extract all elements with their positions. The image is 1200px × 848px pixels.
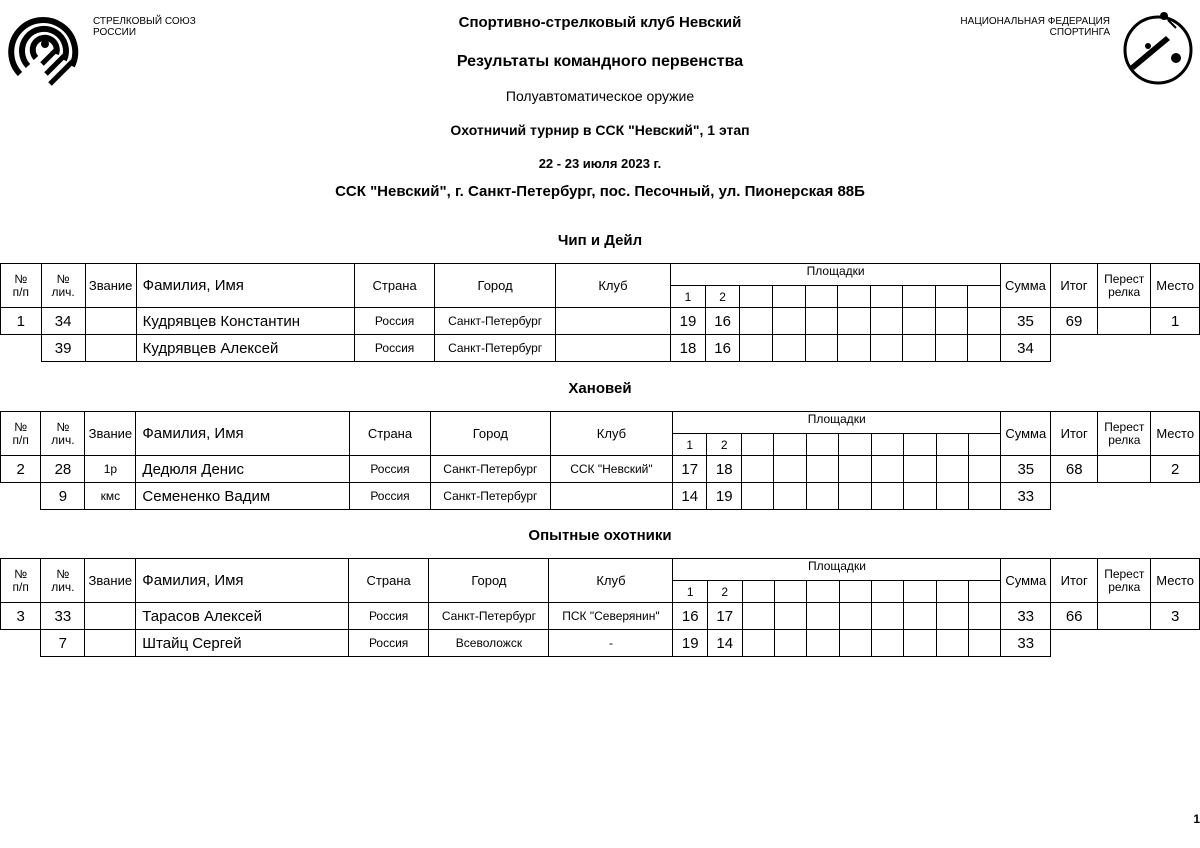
empty-cell [1, 335, 42, 362]
platform-empty-score [805, 308, 838, 335]
header-platform-empty [839, 581, 871, 603]
empty-cell [1051, 483, 1098, 510]
empty-cell [1, 630, 41, 657]
header-line: п/п [12, 579, 29, 594]
platform-empty-score [904, 603, 936, 630]
header-line: № [56, 419, 70, 434]
header-platforms: Площадки [672, 412, 1000, 434]
header-line: Перест [1104, 566, 1145, 581]
platform-2-score: 18 [707, 456, 742, 483]
team-results-table [0, 263, 1200, 362]
header-line: п/п [12, 432, 29, 447]
table-row [1, 483, 1200, 510]
header-platform-2: 2 [707, 434, 742, 456]
header-platform-empty [935, 286, 968, 308]
platform-empty-score [742, 630, 774, 657]
empty-cell [1098, 630, 1151, 657]
header-country: Страна [350, 412, 431, 456]
platform-2-score: 16 [705, 335, 740, 362]
header-club: Клуб [555, 264, 670, 308]
header-platform-1: 1 [673, 581, 708, 603]
club-name: Спортивно-стрелковый клуб Невский [458, 14, 742, 31]
header-country: Страна [354, 264, 435, 308]
team-number: 1 [1, 308, 42, 335]
platform-empty-score [839, 483, 871, 510]
rank: кмс [85, 483, 136, 510]
empty-cell [1050, 335, 1097, 362]
header-platform-empty [968, 286, 1001, 308]
header-place: Место [1151, 412, 1200, 456]
header-total: Итог [1051, 559, 1098, 603]
club [550, 483, 672, 510]
platform-1-score: 16 [673, 603, 708, 630]
platform-1-score: 14 [672, 483, 707, 510]
header-platform-empty [936, 581, 968, 603]
platform-empty-score [871, 456, 903, 483]
club: ССК "Невский" [550, 456, 672, 483]
club [555, 308, 670, 335]
header-total: Итог [1050, 264, 1097, 308]
platform-empty-score [871, 630, 903, 657]
header-num [1, 559, 41, 603]
license-number: 7 [41, 630, 85, 657]
header-platform-empty [871, 434, 903, 456]
org-right-name: НАЦИОНАЛЬНАЯ ФЕДЕРАЦИЯ СПОРТИНГА [960, 16, 1110, 38]
header-line: Перест [1104, 419, 1145, 434]
team-results-table [0, 558, 1200, 657]
table-row [1, 335, 1200, 362]
platform-empty-score [805, 335, 838, 362]
header-country: Страна [348, 559, 428, 603]
license-number: 39 [41, 335, 85, 362]
header-shootoff [1098, 412, 1151, 456]
club [555, 335, 670, 362]
team-total: 66 [1051, 603, 1098, 630]
sum: 35 [1001, 308, 1051, 335]
license-number: 34 [41, 308, 85, 335]
platform-empty-score [871, 603, 903, 630]
platform-1-score: 17 [672, 456, 707, 483]
header-line: релка [1108, 432, 1141, 447]
platform-empty-score [774, 456, 806, 483]
platform-empty-score [742, 456, 774, 483]
header-platform-empty [903, 286, 936, 308]
header-license [41, 412, 85, 456]
platform-empty-score [742, 603, 774, 630]
athlete-name: Штайц Сергей [136, 630, 349, 657]
header-line: п/п [12, 284, 29, 299]
platform-empty-score [838, 335, 871, 362]
page-number: 1 [1193, 812, 1200, 826]
tournament-dates: 22 - 23 июля 2023 г. [538, 156, 662, 171]
header-rank: Звание [85, 412, 136, 456]
weapon-type: Полуавтоматическое оружие [505, 88, 695, 104]
platform-empty-score [871, 483, 903, 510]
city: Всеволожск [429, 630, 549, 657]
platform-2-score: 19 [707, 483, 742, 510]
header-platform-1: 1 [672, 434, 707, 456]
team-place: 2 [1151, 456, 1200, 483]
header-num [1, 264, 42, 308]
header-sum: Сумма [1001, 264, 1051, 308]
country: Россия [354, 308, 435, 335]
platform-empty-score [807, 630, 839, 657]
athlete-name: Тарасов Алексей [136, 603, 349, 630]
empty-cell [1151, 483, 1200, 510]
country: Россия [348, 630, 428, 657]
header-place: Место [1151, 264, 1200, 308]
header-platform-empty [904, 434, 936, 456]
city: Санкт-Петербург [430, 483, 550, 510]
club: ПСК "Северянин" [549, 603, 673, 630]
platform-2-score: 17 [707, 603, 742, 630]
table-row [1, 456, 1200, 483]
platform-empty-score [968, 308, 1001, 335]
sum: 33 [1001, 630, 1051, 657]
page-title: Результаты командного первенства [456, 53, 744, 70]
header-city: Город [435, 264, 555, 308]
country: Россия [354, 335, 435, 362]
city: Санкт-Петербург [435, 308, 555, 335]
header-platforms: Площадки [671, 264, 1001, 286]
header-platform-2: 2 [705, 286, 740, 308]
header-total: Итог [1051, 412, 1098, 456]
header-platform-empty [805, 286, 838, 308]
header-platform-empty [742, 434, 774, 456]
table-row [1, 630, 1200, 657]
platform-empty-score [838, 308, 871, 335]
sum: 33 [1001, 483, 1051, 510]
sum: 35 [1001, 456, 1051, 483]
header-shootoff [1098, 264, 1151, 308]
shootoff [1098, 456, 1151, 483]
platform-empty-score [969, 630, 1001, 657]
city: Санкт-Петербург [430, 456, 550, 483]
header-platform-1: 1 [671, 286, 706, 308]
platform-empty-score [774, 483, 806, 510]
club: - [549, 630, 673, 657]
empty-cell [1151, 630, 1200, 657]
empty-cell [1, 483, 41, 510]
shootoff [1098, 308, 1151, 335]
table-row [1, 603, 1200, 630]
header-name: Фамилия, Имя [136, 264, 354, 308]
platform-empty-score [968, 483, 1000, 510]
platform-empty-score [870, 308, 903, 335]
platform-empty-score [935, 308, 968, 335]
rank: 1р [85, 456, 136, 483]
header-license [41, 264, 85, 308]
header-name: Фамилия, Имя [136, 412, 350, 456]
header-line: лич. [51, 579, 75, 594]
team-title: Опытные охотники [528, 527, 672, 544]
empty-cell [1098, 483, 1151, 510]
header-city: Город [429, 559, 549, 603]
header-platform-empty [968, 434, 1000, 456]
platform-empty-score [935, 335, 968, 362]
header-line: № [56, 271, 70, 286]
country: Россия [348, 603, 428, 630]
empty-cell [1098, 335, 1151, 362]
header-platform-empty [742, 581, 774, 603]
header-club: Клуб [549, 559, 673, 603]
team-title: Хановей [568, 380, 632, 397]
platform-empty-score [839, 456, 871, 483]
empty-cell [1151, 335, 1200, 362]
rank [85, 308, 136, 335]
header-line: № [14, 419, 28, 434]
rank [85, 335, 136, 362]
platform-empty-score [936, 630, 968, 657]
header-license [41, 559, 85, 603]
header-sum: Сумма [1001, 412, 1051, 456]
platform-2-score: 14 [707, 630, 742, 657]
platform-empty-score [807, 603, 839, 630]
header-platform-empty [807, 581, 839, 603]
header-line: лич. [51, 284, 75, 299]
org-left-name: СТРЕЛКОВЫЙ СОЮЗ РОССИИ [93, 16, 196, 38]
table-row [1, 308, 1200, 335]
shootoff [1098, 603, 1151, 630]
license-number: 33 [41, 603, 85, 630]
athlete-name: Дедюля Денис [136, 456, 350, 483]
header-line: релка [1108, 579, 1141, 594]
license-number: 9 [41, 483, 85, 510]
tournament-location: ССК "Невский", г. Санкт-Петербург, пос. Песочный, ул. Пионерская 88Б [335, 183, 865, 200]
platform-empty-score [904, 456, 936, 483]
platform-empty-score [740, 308, 773, 335]
platform-1-score: 19 [673, 630, 708, 657]
team-number: 2 [1, 456, 41, 483]
header-shootoff [1098, 559, 1151, 603]
city: Санкт-Петербург [429, 603, 549, 630]
header-line: релка [1108, 284, 1141, 299]
header-num [1, 412, 41, 456]
platform-empty-score [774, 630, 806, 657]
header-platform-empty [773, 286, 806, 308]
tournament-name: Охотничий турнир в ССК "Невский", 1 этап [450, 122, 750, 138]
header-platform-empty [839, 434, 871, 456]
team-place: 1 [1151, 308, 1200, 335]
header-platform-empty [806, 434, 838, 456]
platform-empty-score [968, 456, 1000, 483]
license-number: 28 [41, 456, 85, 483]
header-platform-2: 2 [707, 581, 742, 603]
country: Россия [350, 483, 431, 510]
team-total: 68 [1051, 456, 1098, 483]
header-rank: Звание [85, 559, 136, 603]
team-results-table [0, 411, 1200, 510]
header-place: Место [1151, 559, 1200, 603]
header-platform-empty [774, 434, 806, 456]
header-line: Перест [1104, 271, 1145, 286]
header-platform-empty [969, 581, 1001, 603]
rank [85, 603, 136, 630]
platform-empty-score [742, 483, 774, 510]
header-city: Город [430, 412, 550, 456]
header-club: Клуб [550, 412, 672, 456]
country: Россия [350, 456, 431, 483]
header-line: № [56, 566, 70, 581]
city: Санкт-Петербург [435, 335, 555, 362]
platform-empty-score [904, 630, 936, 657]
platform-empty-score [773, 335, 806, 362]
athlete-name: Кудрявцев Алексей [136, 335, 354, 362]
platform-empty-score [968, 335, 1001, 362]
team-title: Чип и Дейл [557, 232, 643, 249]
header-platform-empty [740, 286, 773, 308]
team-total: 69 [1050, 308, 1097, 335]
athlete-name: Семененко Вадим [136, 483, 350, 510]
header-line: лич. [51, 432, 75, 447]
athlete-name: Кудрявцев Константин [136, 308, 354, 335]
platform-empty-score [903, 308, 936, 335]
platform-empty-score [969, 603, 1001, 630]
team-number: 3 [1, 603, 41, 630]
sum: 33 [1001, 603, 1051, 630]
platform-empty-score [806, 483, 838, 510]
platform-empty-score [839, 630, 871, 657]
header-platforms: Площадки [673, 559, 1001, 581]
platform-empty-score [740, 335, 773, 362]
header-platform-empty [904, 581, 936, 603]
platform-empty-score [936, 456, 968, 483]
empty-cell [1051, 630, 1098, 657]
header-rank: Звание [85, 264, 136, 308]
platform-empty-score [904, 483, 936, 510]
header-name: Фамилия, Имя [136, 559, 349, 603]
platform-1-score: 18 [671, 335, 706, 362]
sum: 34 [1001, 335, 1051, 362]
platform-empty-score [774, 603, 806, 630]
header-sum: Сумма [1001, 559, 1051, 603]
header-platform-empty [870, 286, 903, 308]
platform-1-score: 19 [671, 308, 706, 335]
header-line: № [14, 271, 28, 286]
platform-empty-score [936, 603, 968, 630]
platform-empty-score [839, 603, 871, 630]
header-line: № [14, 566, 28, 581]
platform-empty-score [903, 335, 936, 362]
header-platform-empty [871, 581, 903, 603]
platform-empty-score [773, 308, 806, 335]
header-platform-empty [838, 286, 871, 308]
platform-empty-score [806, 456, 838, 483]
header-platform-empty [774, 581, 806, 603]
platform-empty-score [936, 483, 968, 510]
team-place: 3 [1151, 603, 1200, 630]
header-platform-empty [936, 434, 968, 456]
rank [85, 630, 136, 657]
platform-empty-score [870, 335, 903, 362]
platform-2-score: 16 [705, 308, 740, 335]
